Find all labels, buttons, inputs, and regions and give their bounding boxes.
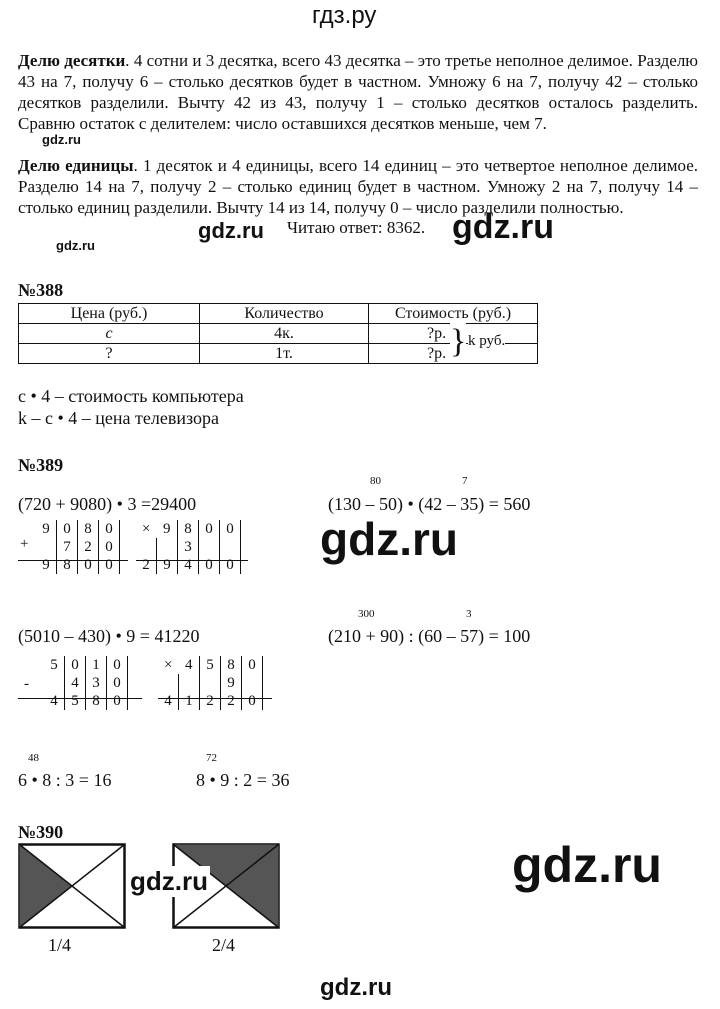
brace-label: k руб. bbox=[468, 333, 506, 349]
difference-line bbox=[18, 698, 142, 699]
times-sign: × bbox=[142, 520, 151, 537]
equation-4: (210 + 90) : (60 – 57) = 100 bbox=[328, 626, 531, 646]
answer-text: Читаю ответ: 8362. bbox=[287, 218, 426, 237]
multiplication-grid bbox=[136, 520, 241, 574]
digit: 4 bbox=[179, 656, 200, 674]
digit bbox=[158, 674, 179, 692]
digit: 2 bbox=[78, 538, 99, 556]
digit: 5 bbox=[65, 692, 86, 710]
task-389-title: №389 bbox=[18, 455, 64, 475]
digit: 4 bbox=[178, 556, 199, 574]
digit: 0 bbox=[107, 674, 128, 692]
column-subtraction bbox=[18, 656, 148, 722]
task-388-title: №388 bbox=[18, 280, 64, 300]
subtraction-grid bbox=[44, 656, 128, 710]
column-multiplication bbox=[136, 520, 256, 582]
equation-2-intermediate: 7 bbox=[462, 475, 468, 487]
task-390-title: №390 bbox=[18, 822, 64, 842]
table-cell: c bbox=[19, 324, 200, 344]
watermark-medium: gdz.ru bbox=[198, 218, 264, 243]
digit: 9 bbox=[36, 556, 57, 574]
watermark-large: gdz.ru bbox=[320, 513, 458, 565]
times-sign: × bbox=[164, 656, 173, 673]
digit bbox=[200, 674, 221, 692]
watermark-large: gdz.ru bbox=[452, 208, 554, 246]
fraction-label-1: 1/4 bbox=[48, 935, 72, 955]
digit: 8 bbox=[178, 520, 199, 538]
product-line bbox=[136, 560, 248, 561]
digit: 5 bbox=[200, 656, 221, 674]
table-cell: 1т. bbox=[200, 344, 369, 364]
digit: 0 bbox=[242, 656, 263, 674]
digit: 4 bbox=[44, 692, 65, 710]
equation-1: (720 + 9080) • 3 =29400 bbox=[18, 494, 197, 514]
digit: 3 bbox=[86, 674, 107, 692]
digit: 2 bbox=[136, 556, 157, 574]
digit: 0 bbox=[65, 656, 86, 674]
digit: 0 bbox=[107, 692, 128, 710]
task-388-line-computer: c • 4 – стоимость компьютера bbox=[18, 386, 244, 406]
digit: 9 bbox=[221, 674, 242, 692]
digit bbox=[220, 538, 241, 556]
equation-5: 6 • 8 : 3 = 16 bbox=[18, 770, 112, 790]
equation-3: (5010 – 430) • 9 = 41220 bbox=[18, 626, 200, 646]
equation-2-intermediate: 80 bbox=[370, 475, 381, 487]
digit: 0 bbox=[199, 556, 220, 574]
digit: 1 bbox=[179, 692, 200, 710]
table-header-cell: Количество bbox=[200, 304, 369, 324]
watermark-small: gdz.ru bbox=[42, 132, 81, 147]
digit bbox=[136, 538, 157, 556]
table-header-row bbox=[19, 304, 538, 324]
digit: 2 bbox=[200, 692, 221, 710]
brace: } bbox=[450, 323, 467, 360]
table-header-cell: Стоимость (руб.) bbox=[369, 304, 538, 324]
digit bbox=[44, 674, 65, 692]
digit: 9 bbox=[36, 520, 57, 538]
digit: 2 bbox=[221, 692, 242, 710]
table-cell: ?р. bbox=[369, 344, 538, 364]
equation-4-intermediate: 300 bbox=[358, 608, 375, 620]
digit: 8 bbox=[57, 556, 78, 574]
digit: 0 bbox=[99, 556, 120, 574]
task-388-line-tv: k – c • 4 – цена телевизора bbox=[18, 408, 219, 428]
digit: 0 bbox=[99, 538, 120, 556]
sum-line bbox=[18, 560, 128, 561]
digit: 4 bbox=[65, 674, 86, 692]
paragraph-tens-text: . 4 сотни и 3 десятка, всего 43 десятка – это третье неполное делимое. Разделю 43 на 7, получу 6 – столько десятков будет в частном. Умножу 6 на 7, получу 42 – столько десятков разделили. Вычту 42 из 43, получу 1 – столько десятков осталось разделить. Сравню остаток с делителем: число оставшихся десятков меньше, чем 7. bbox=[18, 51, 698, 133]
digit bbox=[36, 538, 57, 556]
digit: 0 bbox=[107, 656, 128, 674]
digit bbox=[199, 538, 220, 556]
digit bbox=[179, 674, 200, 692]
paragraph-tens-heading: Делю десятки bbox=[18, 51, 126, 70]
watermark-large: gdz.ru bbox=[512, 837, 662, 893]
digit: 8 bbox=[221, 656, 242, 674]
plus-sign: + bbox=[20, 536, 29, 552]
table-cell: 4к. bbox=[200, 324, 369, 344]
site-header: гдз.ру bbox=[312, 2, 377, 29]
addition-grid bbox=[36, 520, 120, 574]
digit: 4 bbox=[158, 692, 179, 710]
digit: 0 bbox=[242, 692, 263, 710]
square-one-quarter bbox=[18, 843, 126, 929]
digit: 5 bbox=[44, 656, 65, 674]
column-multiplication bbox=[158, 656, 278, 722]
table-cell: ?р. bbox=[369, 324, 538, 344]
watermark-small: gdz.ru bbox=[56, 238, 95, 253]
table-cell: ? bbox=[19, 344, 200, 364]
digit: 0 bbox=[78, 556, 99, 574]
watermark-footer: gdz.ru bbox=[320, 974, 392, 1001]
equation-6-intermediate: 72 bbox=[206, 752, 217, 764]
paragraph-units-text: . 1 десяток и 4 единицы, всего 14 единиц – это четвертое неполное делимое. Разделю 14 на 7, получу 2 – столько единиц будет в частном. Умножу 2 на 7, получу 14 – столько единиц разделили. Вычту 14 из 14, получу 0 – число разделили полностью. bbox=[18, 156, 698, 217]
digit bbox=[157, 538, 178, 556]
digit: 0 bbox=[220, 556, 241, 574]
digit: 3 bbox=[178, 538, 199, 556]
fraction-label-2: 2/4 bbox=[212, 935, 236, 955]
product-line bbox=[158, 698, 272, 699]
watermark-medium: gdz.ru bbox=[130, 866, 208, 896]
paragraph-units-heading: Делю единицы bbox=[18, 156, 134, 175]
digit: 9 bbox=[157, 520, 178, 538]
paragraph-units bbox=[18, 155, 698, 218]
digit: 0 bbox=[199, 520, 220, 538]
equation-5-intermediate: 48 bbox=[28, 752, 39, 764]
table-header-cell: Цена (руб.) bbox=[19, 304, 200, 324]
digit: 8 bbox=[78, 520, 99, 538]
paragraph-tens bbox=[18, 50, 698, 134]
digit: 0 bbox=[220, 520, 241, 538]
digit: 0 bbox=[57, 520, 78, 538]
digit: 9 bbox=[157, 556, 178, 574]
equation-2: (130 – 50) • (42 – 35) = 560 bbox=[328, 494, 531, 514]
equation-6: 8 • 9 : 2 = 36 bbox=[196, 770, 290, 790]
digit bbox=[242, 674, 263, 692]
digit: 8 bbox=[86, 692, 107, 710]
minus-sign: - bbox=[24, 676, 29, 692]
column-addition bbox=[18, 520, 138, 582]
digit: 7 bbox=[57, 538, 78, 556]
multiplication-grid bbox=[158, 656, 263, 710]
digit: 0 bbox=[99, 520, 120, 538]
equation-4-intermediate: 3 bbox=[466, 608, 472, 620]
digit: 1 bbox=[86, 656, 107, 674]
